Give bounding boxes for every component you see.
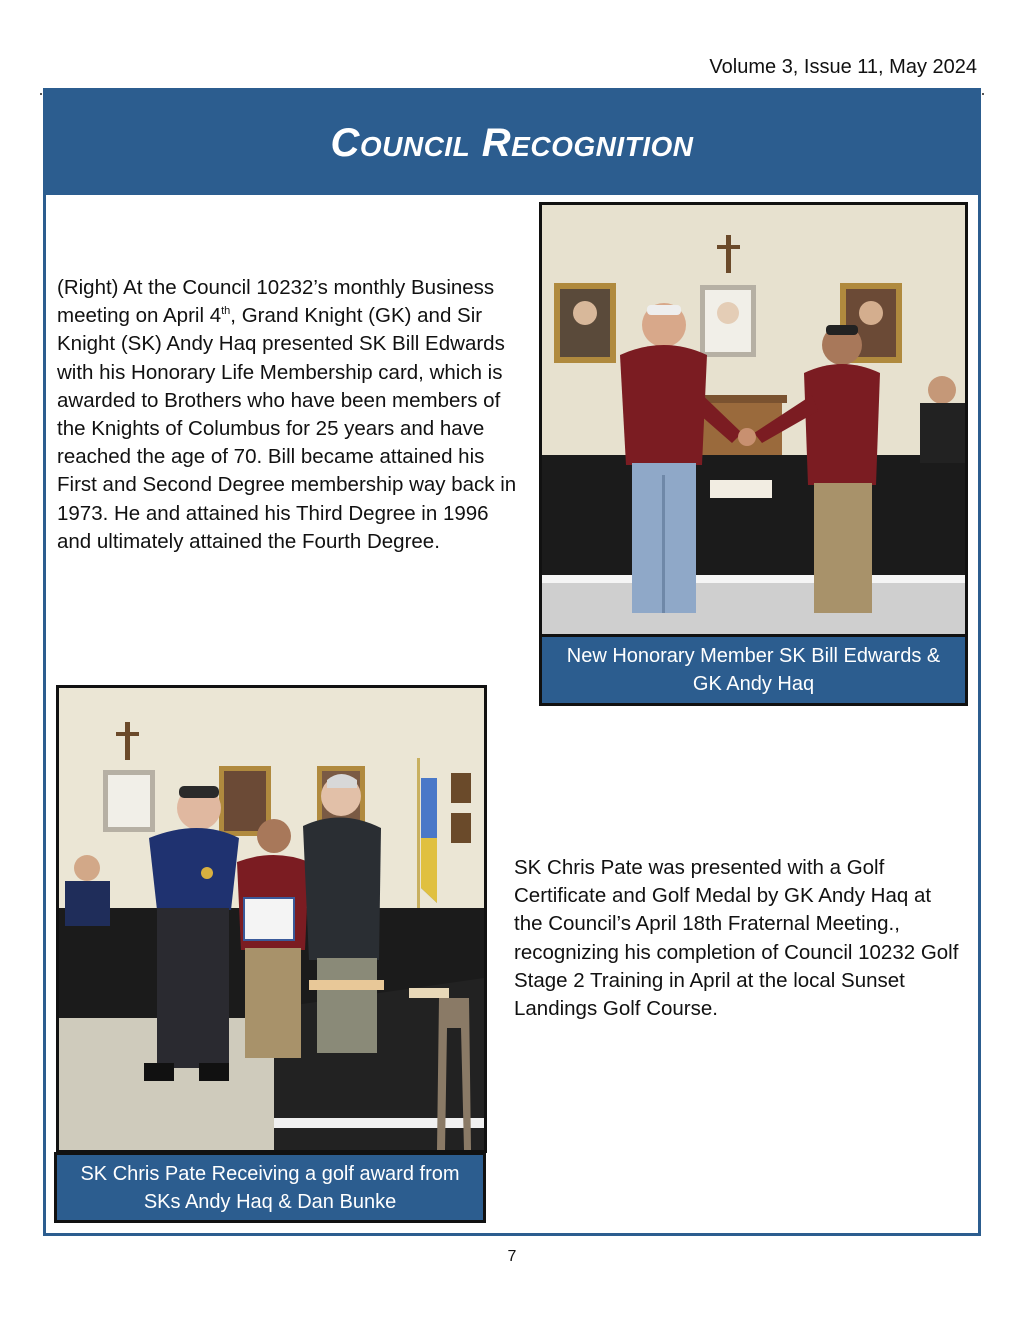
photo-honorary-member (539, 202, 968, 638)
photo-golf-award-caption (54, 1152, 486, 1223)
article-text-superscript: th (221, 305, 231, 318)
article-text-part2: , Grand Knight (GK) and Sir Knight (SK) Andy Haq presented SK Bill Edwards with his Honorary Life Membership card, which is awarded to Brothers who have been members of the Knights of Columbus for 25 years and have reached the age of 70. Bill became attained his First and Second Degree membership way back in 1973. He and attained his Third Degree in 1996 and ultimately attained the Fourth Degree. (57, 304, 517, 553)
article-honorary-membership (57, 274, 527, 556)
photo-golf-award-image (59, 688, 484, 1150)
caption-text: SK Chris Pate Receiving a golf award from SKs Andy Haq & Dan Bunke (80, 1162, 460, 1213)
section-title: Council Recognition (330, 120, 694, 165)
page-number: 7 (507, 1248, 517, 1265)
issue-line: Volume 3, Issue 11, May 2024 (709, 56, 977, 78)
photo-honorary-member-image (542, 205, 965, 635)
article-text-part1: (Right) At the Council 10232’s monthly Business meeting on April 4 (57, 276, 495, 328)
photo-honorary-member-caption (539, 634, 968, 706)
photo-golf-award (56, 685, 487, 1153)
caption-text: New Honorary Member SK Bill Edwards & GK Andy Haq (566, 645, 941, 695)
article-golf-award: SK Chris Pate was presented with a Golf Certificate and Golf Medal by GK Andy Haq at the Council’s April 18th Fraternal Meeting., recognizing his completion of Council 10232 Golf Stage 2 Training in April at the local Sunset Landings Golf Course. (514, 856, 959, 1021)
section-banner (46, 91, 978, 195)
page-mark-right (982, 93, 984, 95)
page-mark-left (40, 93, 42, 95)
